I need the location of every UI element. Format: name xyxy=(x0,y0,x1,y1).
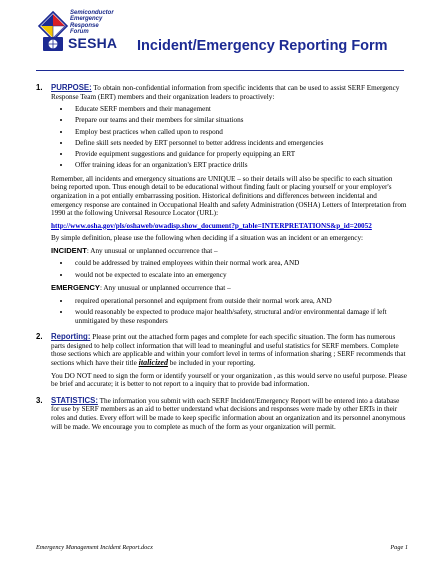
purpose-bullets xyxy=(51,105,408,170)
list-item: • Employ best practices when called upon to respond xyxy=(71,128,408,137)
purpose-intro: To obtain non-confidential information from specific incidents that can be used to assist SERF Emergency Response Team (ERT) members and their organization leaders to proactively: xyxy=(51,84,400,101)
section-number: 2. xyxy=(36,332,43,342)
list-item: • Prepare our teams and their members for similar situations xyxy=(71,116,408,125)
list-item: • could be addressed by trained employees within their normal work area, AND xyxy=(71,259,408,268)
logo-text: Semiconductor Emergency Response Forum xyxy=(70,10,114,35)
reporting-text-b: be included in your reporting. xyxy=(169,359,256,367)
purpose-paragraph: Remember, all incidents and emergency situations are UNIQUE – so their details will also be specific to each situation being reported upon. Thus enough detail to be educational without finding fault or placing yourself or your employer's organization in a pot entially embarrassing position. Historical definitions and differences between incidental and emergency response are contained in Occupational Health and safety Administration (OSHA) Letters of Interpretation from 1990 at the following Universal Resource Locator (URL): xyxy=(51,174,407,218)
purpose-heading: PURPOSE: xyxy=(51,83,92,92)
document-body xyxy=(36,84,408,439)
emergency-text: : Any unusual or unplanned occurrence that – xyxy=(99,284,231,293)
incident-definition xyxy=(51,247,408,256)
list-item: • would not be expected to escalate into an emergency xyxy=(71,271,408,280)
list-item: • Offer training ideas for an organization's ERT practice drills xyxy=(71,161,408,170)
statistics-section xyxy=(36,397,408,431)
emergency-label: EMERGENCY xyxy=(51,283,100,293)
list-item: • would reasonably be expected to produce major health/safety, structural and/or environmental damage if left unmitigated by these responders xyxy=(71,308,408,325)
emergency-bullets xyxy=(51,297,408,325)
logo-diamond-blue xyxy=(41,14,53,26)
list-item: • Define skill sets needed by ERT personnel to better address incidents and emergencies xyxy=(71,139,408,148)
osha-link[interactable]: http://www.osha.gov/pls/oshaweb/owadisp.show_document?p_table=INTERPRETATIONS&p_id=20052 xyxy=(51,221,372,230)
page-title: Incident/Emergency Reporting Form xyxy=(137,38,388,54)
section-number: 1. xyxy=(36,83,43,92)
incident-text: : Any unusual or unplanned occurrence that – xyxy=(86,246,218,255)
footer-filename: Emergency Management Incident Report.docx xyxy=(36,544,153,551)
purpose-section xyxy=(36,84,408,325)
logo-diamond-yellow xyxy=(41,26,53,38)
list-item: • Educate SERF members and their management xyxy=(71,105,408,114)
list-item: • Provide equipment suggestions and guidance for properly equipping an ERT xyxy=(71,150,408,159)
reporting-section xyxy=(36,333,408,389)
reporting-text-a: Please print out the attached form pages and complete for each specific situation. The form has numerous parts designed to help collect information that will lead to meaningful and useful statistics for SERF members. Complete those sections which are applicable and within your comfort level in terms of information sharing ; SERF recommends that sections which have their title xyxy=(51,333,406,367)
reporting-paragraph-2: You DO NOT need to sign the form or identify yourself or your organization , as this would serve no useful purpose. Please be brief and accurate; it is better to not report to a inquiry that to provide bad information. xyxy=(51,371,407,389)
incident-label: INCIDENT xyxy=(51,245,87,255)
section-number: 3. xyxy=(36,395,43,405)
list-item: • required operational personnel and equipment from outside their normal work area, AND xyxy=(71,297,408,306)
title-rule xyxy=(36,70,404,71)
logo-diamond-white xyxy=(53,26,65,38)
emergency-definition xyxy=(51,284,408,293)
statistics-heading: STATISTICS: xyxy=(51,395,98,405)
italicized-word: italicized xyxy=(138,358,168,367)
logo-diamond-red xyxy=(53,14,65,26)
statistics-text: The information you submit with each SERF Incident/Emergency Report will be entered into a database for use by SERF members as an aid to better understand what decisions and responses were made by other ERTs in their roles and duties. Every effort will be made to keep specific information about an organization and its personnel anonymous will be made. We encourage you to complete as much of the form as your organization will permit. xyxy=(51,396,406,431)
logo-brand: SESHA xyxy=(68,35,118,51)
incident-bullets xyxy=(51,259,408,279)
footer-page-number: Page 1 xyxy=(390,544,408,551)
definition-intro: By simple definition, please use the following when deciding if a situation was an incident or an emergency: xyxy=(51,234,364,243)
reporting-heading: Reporting: xyxy=(51,332,91,342)
